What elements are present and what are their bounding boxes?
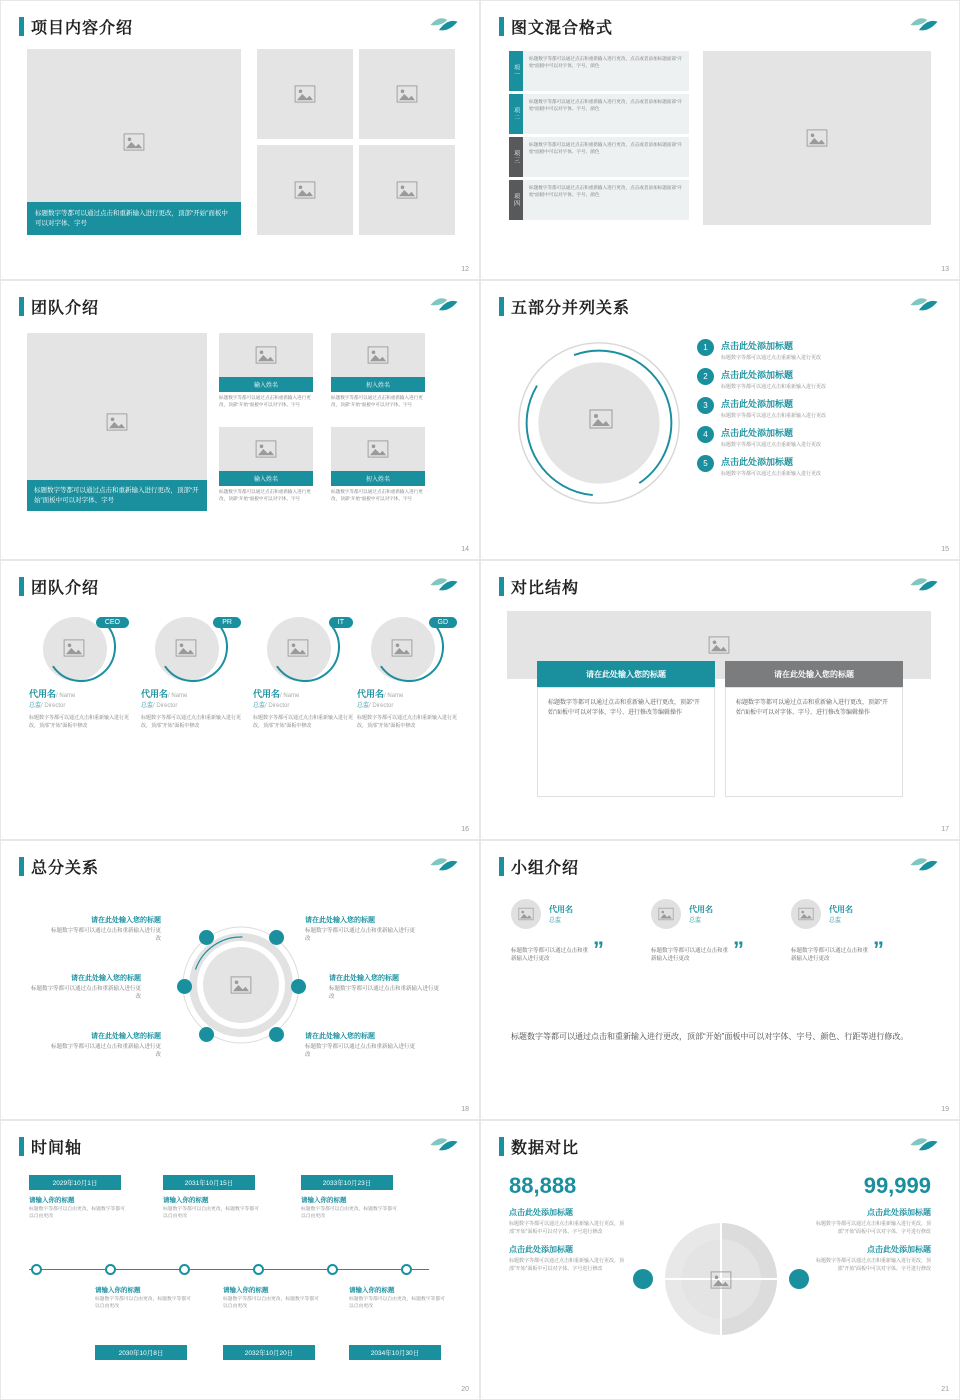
image-placeholder-icon (589, 409, 613, 429)
image-placeholder-icon (106, 413, 128, 431)
node-icon[interactable] (199, 930, 214, 945)
list-item[interactable] (509, 94, 689, 134)
item-number: 2 (697, 368, 714, 385)
slide-title-row (19, 295, 99, 318)
slide-14 (0, 280, 480, 560)
member-desc: 标题数字等都可以通过点击和重新输入进行更改 (791, 947, 869, 962)
member-role-en: / Director (265, 703, 290, 709)
member-desc: 标题数字等都可以通过点击和重新输入进行更改，顶部“开始”面板中可以对字体、字号 (331, 395, 423, 407)
block-head: 请输入你的标题 (29, 1197, 75, 1204)
member-card[interactable] (331, 333, 425, 409)
left-value: 88,888 (509, 1173, 577, 1198)
slide-title-row (499, 855, 579, 878)
image-placeholder-icon (396, 181, 418, 199)
list-item[interactable] (697, 426, 947, 448)
member-desc: 标题数字等都可以通过点击和重新输入进行更改，顶部“开始”面板中修改 (29, 715, 130, 729)
member-name: 输入姓名 (219, 471, 313, 486)
member-desc: 标题数字等都可以通过点击和重新输入进行更改 (651, 947, 729, 962)
title-accent-bar (499, 577, 504, 596)
member-role-cn: 总监 (141, 703, 154, 709)
timeline-block[interactable] (29, 1195, 125, 1220)
callout-head: 请在此处输入您的标题 (91, 917, 161, 924)
page-title: 小组介绍 (511, 860, 580, 877)
block-head: 点击此处添加标题 (509, 1208, 573, 1217)
block-head: 请输入你的标题 (349, 1287, 395, 1294)
member-desc: 标题数字等都可以通过点击和重新输入进行更改 (511, 947, 589, 962)
row-text: 标题数字等都可以通过点击和重新输入进行更改，点击或者添加标题面部“开始”面板中可以对字体、字号、颜色 (529, 56, 683, 68)
slide-title-row (19, 1135, 82, 1158)
member-role-cn: 总监 (253, 703, 266, 709)
member-role: 总监 (549, 918, 562, 924)
member-name: 扨入姓名 (331, 377, 425, 392)
left-stats (509, 1173, 627, 1273)
item-number: 4 (697, 426, 714, 443)
member-role-cn: 总监 (29, 703, 42, 709)
brand-logo-icon (907, 1133, 941, 1157)
item-sub: 标题数字等都可以通过点击重新输入进行更改 (721, 471, 822, 477)
item-number: 5 (697, 455, 714, 472)
title-accent-bar (19, 17, 24, 36)
member-name-en: / Name (168, 693, 188, 699)
member-role (141, 700, 245, 709)
role-badge: CEO (96, 617, 129, 628)
block-text: 标题数字等都可以自由更改，标题数字等都可以自由更改 (29, 1207, 125, 1220)
text-rows-list (509, 51, 689, 223)
timeline-date: 2034年10月30日 (349, 1345, 441, 1360)
slide-12 (0, 0, 480, 280)
node-icon[interactable] (269, 1027, 284, 1042)
slide-16 (0, 560, 480, 840)
quote-mark-icon: ” (873, 937, 884, 962)
callout-text: 标题数字等都可以通过点击和重新输入进行更改 (30, 986, 141, 1001)
main-image-placeholder[interactable] (27, 49, 241, 235)
left-column-header: 请在此处输入您的标题 (537, 661, 715, 687)
member-name-en: / Name (384, 693, 404, 699)
block-head: 点击此处添加标题 (509, 1245, 573, 1254)
member-name (253, 687, 357, 700)
left-column-body: 标题数字等都可以通过点击和重新输入进行更改，顶部“开始”面板中可以对字体、字号、进行修改等编辑操作 (537, 687, 715, 797)
right-stats (813, 1173, 931, 1273)
list-item[interactable] (509, 137, 689, 177)
callout-3[interactable] (29, 973, 141, 1002)
callout-text: 标题数字等都可以通过点击和重新输入进行更改 (50, 928, 161, 943)
callout-text: 标题数字等都可以通过点击和重新输入进行更改 (305, 1044, 416, 1059)
block-text: 标题数字等都可以自由更改，标题数字等都可以自由更改 (223, 1297, 319, 1310)
image-placeholder-icon (63, 639, 85, 657)
page-title: 时间轴 (31, 1140, 83, 1157)
timeline-date: 2030年10月8日 (95, 1345, 187, 1360)
block-head: 点击此处添加标题 (867, 1208, 931, 1217)
member-card[interactable] (357, 609, 461, 730)
member-role-en: / Director (153, 703, 178, 709)
list-item[interactable] (697, 339, 947, 361)
page-title: 总分关系 (31, 860, 100, 877)
member-photo[interactable] (219, 333, 313, 377)
footer-text: 标题数字等都可以通过点击和重新输入进行更改，顶部“开始”面板中可以对字体、字号、颜色、行距等进行修改。 (511, 1032, 909, 1041)
main-image-placeholder[interactable] (703, 51, 931, 225)
member-name (141, 687, 245, 700)
callout-head: 请在此处输入您的标题 (329, 975, 399, 982)
list-item[interactable] (697, 397, 947, 419)
row-tab-label: 项三 (509, 137, 523, 177)
quote-mark-icon: ” (593, 937, 604, 962)
callout-2[interactable] (305, 915, 417, 944)
image-placeholder-icon (294, 85, 316, 103)
member-name: 代用名 (549, 905, 573, 914)
quote-mark-icon: ” (733, 937, 744, 962)
main-caption: 标题数字等都可以通过点击和重新输入进行更改，顶部“开始”面板中可以对字体、字号 (27, 480, 207, 511)
slide-19 (480, 840, 960, 1120)
callout-6[interactable] (305, 1031, 417, 1060)
block-text: 标题数字等都可以自由更改，标题数字等都可以自由更改 (301, 1207, 397, 1220)
slide-title-row (19, 575, 99, 598)
block-text: 标题数字等都可以自由更改，标题数字等都可以自由更改 (349, 1297, 445, 1310)
page-number: 19 (941, 1106, 949, 1113)
member-photo[interactable] (219, 427, 313, 471)
image-placeholder-icon (230, 976, 252, 994)
member-name: 代用名 (829, 905, 853, 914)
member-card[interactable] (29, 609, 133, 730)
node-icon[interactable] (269, 930, 284, 945)
member-name-en: / Name (56, 693, 76, 699)
item-sub: 标题数字等都可以通过点击和重新输入进行更改 (721, 384, 827, 390)
brand-logo-icon (907, 573, 941, 597)
page-title: 项目内容介绍 (31, 20, 134, 37)
role-badge: GD (429, 617, 458, 628)
callout-head: 请在此处输入您的标题 (305, 1033, 375, 1040)
slide-15 (480, 280, 960, 560)
callout-1[interactable] (49, 915, 161, 944)
callout-text: 标题数字等都可以通过点击和重新输入进行更改 (329, 986, 440, 1001)
member-name-en: / Name (280, 693, 300, 699)
block-text: 标题数字等都可以通过点击和重新输入进行更改，顶部“开始”面板中可以对字体、字号进行修改 (815, 1258, 931, 1272)
timeline-block[interactable] (163, 1195, 259, 1220)
member-role (29, 700, 133, 709)
item-number: 1 (697, 339, 714, 356)
title-accent-bar (19, 1137, 24, 1156)
role-badge: IT (329, 617, 353, 628)
right-marker-icon (789, 1269, 809, 1289)
list-item[interactable] (697, 368, 947, 390)
page-number: 18 (461, 1106, 469, 1113)
member-photo[interactable] (331, 427, 425, 471)
thumb-4[interactable] (359, 145, 455, 235)
member-role-en: / Director (41, 703, 66, 709)
title-accent-bar (499, 1137, 504, 1156)
brand-logo-icon (907, 293, 941, 317)
member-name (357, 687, 461, 700)
thumb-3[interactable] (257, 145, 353, 235)
brand-logo-icon (907, 13, 941, 37)
slide-17 (480, 560, 960, 840)
right-value: 99,999 (863, 1173, 931, 1198)
item-sub: 标题数字等都可以通过点击重新输入进行更改 (721, 355, 822, 361)
block-text: 标题数字等都可以自由更改，标题数字等都可以自由更改 (95, 1297, 191, 1310)
list-item[interactable] (697, 455, 947, 477)
item-head: 点击此处添加标题 (721, 341, 794, 351)
image-placeholder-icon (294, 181, 316, 199)
callout-4[interactable] (329, 973, 441, 1002)
slide-title-row (19, 15, 133, 38)
member-card[interactable] (219, 333, 313, 409)
page-number: 12 (461, 266, 469, 273)
brand-logo-icon (427, 853, 461, 877)
timeline-node[interactable] (179, 1264, 190, 1275)
timeline-date: 2032年10月20日 (223, 1345, 315, 1360)
timeline-block[interactable] (223, 1285, 319, 1310)
item-head: 点击此处添加标题 (721, 370, 794, 380)
timeline-node[interactable] (253, 1264, 264, 1275)
title-accent-bar (499, 17, 504, 36)
timeline-block[interactable] (301, 1195, 397, 1220)
timeline-node[interactable] (401, 1264, 412, 1275)
page-number: 13 (941, 266, 949, 273)
callout-text: 标题数字等都可以通过点击和重新输入进行更改 (50, 1044, 161, 1059)
timeline-block[interactable] (349, 1285, 445, 1310)
image-placeholder-icon (710, 1271, 732, 1289)
brand-logo-icon (427, 13, 461, 37)
image-placeholder-icon (123, 133, 145, 151)
row-tab-label: 項一 (509, 51, 523, 91)
page-title: 团队介绍 (31, 300, 100, 317)
member-role (253, 700, 357, 709)
page-title: 数据对比 (511, 1140, 580, 1157)
image-placeholder-icon (806, 129, 828, 147)
member-desc: 标题数字等都可以通过点击和重新输入进行更改，顶部“开始”面板中可以对字体、字号 (331, 489, 423, 501)
thumb-2[interactable] (359, 49, 455, 139)
role-badge: PR (213, 617, 241, 628)
page-number: 21 (941, 1386, 949, 1393)
timeline-date: 2033年10月23日 (301, 1175, 393, 1190)
block-head: 请输入你的标题 (223, 1287, 269, 1294)
member-name: 代用名 (689, 905, 713, 914)
member-desc: 标题数字等都可以通过点击和重新输入进行更改，顶部“开始”面板中修改 (141, 715, 242, 729)
numbered-list (697, 339, 947, 484)
slide-18 (0, 840, 480, 1120)
member-card[interactable] (331, 427, 425, 503)
image-placeholder-icon (518, 908, 534, 921)
avatar[interactable] (511, 899, 541, 929)
page-title: 图文混合格式 (511, 20, 614, 37)
image-placeholder-icon (367, 440, 389, 458)
row-text: 标题数字等都可以通过点击和重新输入进行更改，点击或者添加标题面部“开始”面板中可以对字体、字号、颜色 (529, 99, 683, 111)
item-sub: 标题数字等都可以通过点击重新输入进行更改 (721, 442, 822, 448)
list-item[interactable] (509, 51, 689, 91)
image-placeholder-icon (391, 639, 413, 657)
member-name-cn: 代用名 (141, 689, 169, 699)
title-accent-bar (19, 577, 24, 596)
right-column-body: 标题数字等都可以通过点击和重新输入进行更改，顶部“开始”面板中可以对字体、字号、进行修改等编辑操作 (725, 687, 903, 797)
row-tab-label: 项二 (509, 94, 523, 134)
avatar[interactable] (791, 899, 821, 929)
callout-5[interactable] (49, 1031, 161, 1060)
right-column-header: 请在此处输入您的标题 (725, 661, 903, 687)
member-card[interactable] (253, 609, 357, 730)
block-head: 点击此处添加标题 (867, 1245, 931, 1254)
item-number: 3 (697, 397, 714, 414)
member-role: 总监 (689, 918, 702, 924)
group-card[interactable] (791, 899, 931, 963)
left-marker-icon (633, 1269, 653, 1289)
image-placeholder-icon (798, 908, 814, 921)
member-name (29, 687, 133, 700)
slide-title-row (499, 295, 630, 318)
block-text: 标题数字等都可以自由更改，标题数字等都可以自由更改 (163, 1207, 259, 1220)
block-head: 请输入你的标题 (301, 1197, 347, 1204)
page-title: 五部分并列关系 (511, 300, 631, 317)
main-caption: 标题数字等都可以通过点击和重新输入进行更改，顶部“开始”面板中可以对字体、字号 (27, 202, 241, 235)
callout-head: 请在此处输入您的标题 (71, 975, 141, 982)
list-item[interactable] (509, 180, 689, 220)
item-head: 点击此处添加标题 (721, 428, 794, 438)
page-number: 15 (941, 546, 949, 553)
member-desc: 标题数字等都可以通过点击和重新输入进行更改，顶部“开始”面板中可以对字体、字号 (219, 395, 311, 407)
timeline-node[interactable] (31, 1264, 42, 1275)
title-accent-bar (19, 297, 24, 316)
item-head: 点击此处添加标题 (721, 399, 794, 409)
block-text: 标题数字等都可以通过点击和重新输入进行更改，顶部“开始”面板中可以对字体、字号进行修改 (815, 1221, 931, 1235)
image-placeholder-icon (287, 639, 309, 657)
callout-head: 请在此处输入您的标题 (305, 917, 375, 924)
slide-title-row (499, 575, 579, 598)
page-number: 14 (461, 546, 469, 553)
page-number: 20 (461, 1386, 469, 1393)
member-role-cn: 总监 (357, 703, 370, 709)
slide-20 (0, 1120, 480, 1400)
timeline-date: 2031年10月15日 (163, 1175, 255, 1190)
member-role: 总监 (829, 918, 842, 924)
callout-head: 请在此处输入您的标题 (91, 1033, 161, 1040)
slide-21 (480, 1120, 960, 1400)
timeline-block[interactable] (95, 1285, 191, 1310)
image-placeholder-icon (367, 346, 389, 364)
timeline-node[interactable] (105, 1264, 116, 1275)
page-title: 团队介绍 (31, 580, 100, 597)
row-text: 标题数字等都可以通过点击和重新输入进行更改，点击或者添加标题面部“开始”面板中可以对字体、字号、颜色 (529, 142, 683, 154)
slide-title-row (19, 855, 99, 878)
title-accent-bar (499, 857, 504, 876)
member-desc: 标题数字等都可以通过点击和重新输入进行更改，顶部“开始”面板中修改 (357, 715, 458, 729)
brand-logo-icon (427, 1133, 461, 1157)
page-title: 对比结构 (511, 580, 580, 597)
member-photo[interactable] (331, 333, 425, 377)
main-image-placeholder[interactable] (27, 333, 207, 511)
member-card[interactable] (141, 609, 245, 730)
thumb-1[interactable] (257, 49, 353, 139)
block-head: 请输入你的标题 (163, 1197, 209, 1204)
block-text: 标题数字等都可以通过点击和重新输入进行更改，顶部“开始”面板中可以对字体、字号进行修改 (509, 1221, 625, 1235)
member-name: 输入姓名 (219, 377, 313, 392)
title-accent-bar (499, 297, 504, 316)
group-card[interactable] (651, 899, 791, 963)
image-placeholder-icon (175, 639, 197, 657)
timeline-axis (29, 1269, 429, 1270)
member-name-cn: 代用名 (357, 689, 385, 699)
member-role-en: / Director (369, 703, 394, 709)
brand-logo-icon (907, 853, 941, 877)
title-accent-bar (19, 857, 24, 876)
timeline-date: 2029年10月1日 (29, 1175, 121, 1190)
member-name-cn: 代用名 (253, 689, 281, 699)
member-name: 扨入姓名 (331, 471, 425, 486)
node-icon[interactable] (291, 979, 306, 994)
member-desc: 标题数字等都可以通过点击和重新输入进行更改，顶部“开始”面板中修改 (253, 715, 354, 729)
image-placeholder-icon (255, 346, 277, 364)
brand-logo-icon (427, 293, 461, 317)
member-role (357, 700, 461, 709)
page-number: 16 (461, 826, 469, 833)
member-desc: 标题数字等都可以通过点击和重新输入进行更改，顶部“开始”面板中可以对字体、字号 (219, 489, 311, 501)
item-head: 点击此处添加标题 (721, 457, 794, 467)
image-placeholder-icon (255, 440, 277, 458)
slide-13 (480, 0, 960, 280)
slide-title-row (499, 15, 613, 38)
page-number: 17 (941, 826, 949, 833)
node-icon[interactable] (177, 979, 192, 994)
item-sub: 标题数字等都可以通过点击和重新输入进行更改 (721, 413, 827, 419)
group-card[interactable] (511, 899, 651, 963)
member-card[interactable] (219, 427, 313, 503)
member-name-cn: 代用名 (29, 689, 57, 699)
row-tab-label: 项四 (509, 180, 523, 220)
timeline-node[interactable] (327, 1264, 338, 1275)
row-text: 标题数字等都可以通过点击和重新输入进行更改，点击或者添加标题面部“开始”面板中可以对字体、字号、颜色 (529, 185, 683, 197)
image-placeholder-icon (396, 85, 418, 103)
block-head: 请输入你的标题 (95, 1287, 141, 1294)
slide-title-row (499, 1135, 579, 1158)
image-placeholder-icon (708, 636, 730, 654)
callout-text: 标题数字等都可以通过点击和重新输入进行更改 (305, 928, 416, 943)
node-icon[interactable] (199, 1027, 214, 1042)
brand-logo-icon (427, 573, 461, 597)
block-text: 标题数字等都可以通过点击和重新输入进行更改，顶部“开始”面板中可以对字体、字号进行修改 (509, 1258, 625, 1272)
avatar[interactable] (651, 899, 681, 929)
image-placeholder-icon (658, 908, 674, 921)
